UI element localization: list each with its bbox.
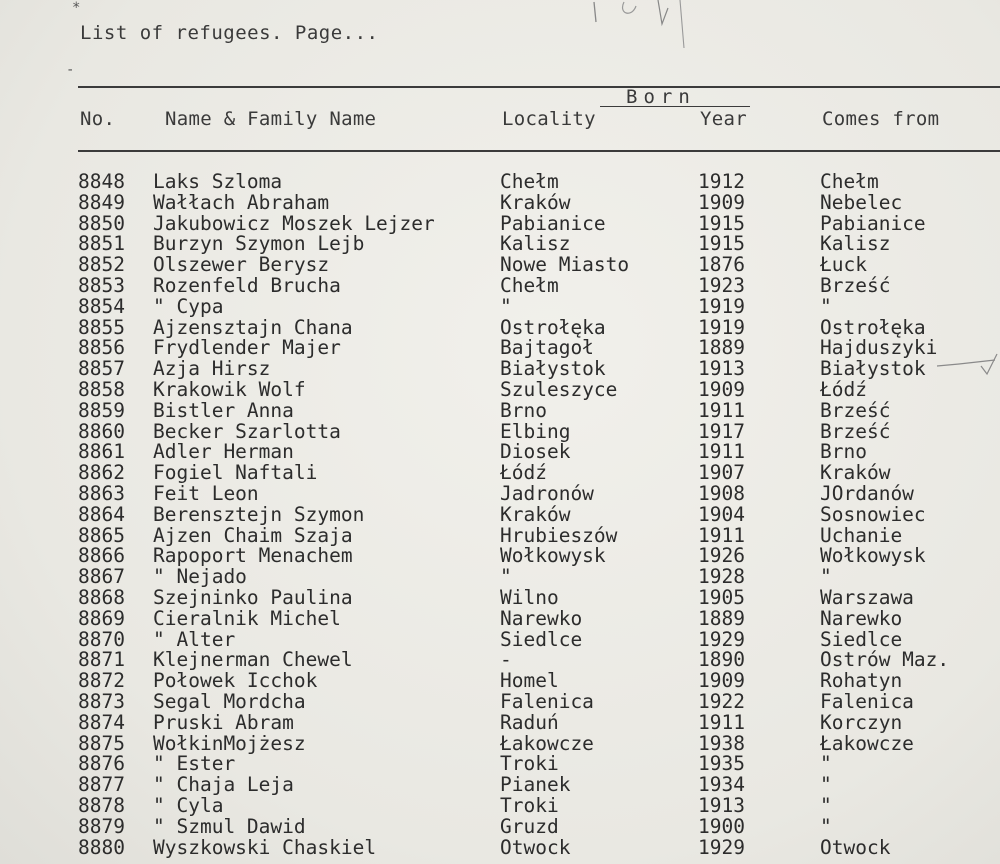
row-locality: Hrubieszów [500, 523, 618, 547]
row-name: Olszewer Berysz [153, 253, 330, 277]
row-number: 8865 [78, 523, 125, 547]
row-number: 8866 [78, 544, 125, 568]
column-header-no: No. [80, 108, 116, 130]
row-name: Laks Szloma [153, 170, 283, 193]
row-comes-from: " [820, 773, 832, 797]
row-number: 8874 [78, 710, 125, 734]
row-year: 1922 [698, 689, 745, 713]
row-locality: Łakowcze [500, 731, 594, 755]
table-row [0, 315, 1000, 339]
row-year: 1911 [698, 440, 745, 464]
row-number: 8852 [78, 253, 125, 277]
row-year: 1905 [698, 585, 745, 609]
table-row [0, 546, 1000, 567]
header-top-rule [78, 86, 1000, 88]
row-name: Fogiel Naftali [153, 461, 318, 485]
row-year: 1876 [698, 253, 745, 277]
row-year: 1911 [698, 398, 745, 422]
row-name: " Nejado [153, 565, 247, 589]
row-locality: Białystok [500, 357, 606, 381]
row-year: 1900 [698, 814, 745, 838]
table-row [0, 273, 1000, 297]
row-comes-from: JOrdanów [820, 481, 914, 505]
table-row [0, 211, 1000, 235]
table-row [0, 710, 1000, 734]
row-number: 8864 [78, 502, 125, 526]
row-year: 1909 [698, 377, 745, 401]
row-name: Połowek Icchok [153, 669, 318, 693]
row-comes-from: Kraków [820, 461, 891, 485]
row-name: " Ester [153, 752, 236, 776]
row-name: Azja Hirsz [153, 357, 271, 381]
stray-mark: * [72, 0, 81, 16]
table-row [0, 234, 1000, 255]
row-number: 8868 [78, 585, 125, 609]
row-year: 1929 [698, 835, 745, 859]
row-year: 1919 [698, 294, 745, 318]
table-row [0, 650, 1000, 671]
table-row [0, 255, 1000, 276]
row-locality: - [500, 648, 512, 672]
table-row [0, 463, 1000, 484]
row-number: 8861 [78, 440, 125, 464]
row-comes-from: Falenica [820, 689, 914, 713]
row-locality: Nowe Miasto [500, 253, 630, 277]
row-name: Ajzensztajn Chana [153, 315, 353, 339]
row-locality: Siedlce [500, 627, 583, 651]
row-number: 8848 [78, 170, 125, 193]
row-locality: Chełm [500, 273, 559, 297]
row-number: 8857 [78, 357, 125, 381]
row-year: 1938 [698, 731, 745, 755]
row-year: 1890 [698, 648, 745, 672]
row-number: 8878 [78, 793, 125, 817]
row-name: " Chaja Leja [153, 773, 294, 797]
row-name: Rapoport Menachem [153, 544, 353, 568]
row-name: Jakubowicz Moszek Lejzer [153, 211, 435, 235]
table-row [0, 502, 1000, 526]
row-number: 8875 [78, 731, 125, 755]
row-number: 8860 [78, 419, 125, 443]
row-comes-from: Narewko [820, 606, 903, 630]
row-number: 8858 [78, 377, 125, 401]
table-row [0, 793, 1000, 817]
row-comes-from: Uchanie [820, 523, 903, 547]
row-year: 1909 [698, 190, 745, 214]
row-locality: " [500, 565, 512, 589]
row-year: 1908 [698, 481, 745, 505]
row-comes-from: Warszawa [820, 585, 914, 609]
table-row [0, 754, 1000, 775]
row-comes-from: Chełm [820, 170, 879, 193]
row-number: 8862 [78, 461, 125, 485]
row-year: 1909 [698, 669, 745, 693]
header-bottom-rule [78, 150, 1000, 152]
row-name: Segal Mordcha [153, 689, 306, 713]
row-number: 8871 [78, 648, 125, 672]
pencil-scribble-icon [588, 0, 698, 50]
row-year: 1934 [698, 773, 745, 797]
row-comes-from: Wołkowysk [820, 544, 926, 568]
row-name: Cieralnik Michel [153, 606, 341, 630]
row-name: Ajzen Chaim Szaja [153, 523, 353, 547]
row-locality: Narewko [500, 606, 583, 630]
table-row [0, 671, 1000, 692]
table-row [0, 338, 1000, 359]
column-header-year: Year [700, 108, 747, 130]
row-locality: Gruzd [500, 814, 559, 838]
table-row [0, 359, 1000, 380]
row-year: 1915 [698, 211, 745, 235]
row-name: Feit Leon [153, 481, 259, 505]
table-row [0, 775, 1000, 796]
row-locality: Łódź [500, 461, 547, 485]
row-year: 1911 [698, 523, 745, 547]
table-row [0, 377, 1000, 401]
row-comes-from: Łakowcze [820, 731, 914, 755]
row-number: 8879 [78, 814, 125, 838]
row-locality: Chełm [500, 170, 559, 193]
document-title: List of refugees. Page... [80, 22, 379, 44]
row-number: 8863 [78, 481, 125, 505]
row-locality: Otwock [500, 835, 571, 859]
row-number: 8851 [78, 232, 125, 256]
row-locality: Jadronów [500, 481, 594, 505]
table-row [0, 627, 1000, 651]
row-comes-from: Otwock [820, 835, 891, 859]
row-locality: Wołkowysk [500, 544, 606, 568]
row-number: 8859 [78, 398, 125, 422]
row-year: 1913 [698, 793, 745, 817]
row-year: 1929 [698, 627, 745, 651]
row-name: Adler Herman [153, 440, 294, 464]
row-locality: Kalisz [500, 232, 571, 256]
row-comes-from: Białystok [820, 357, 926, 381]
row-comes-from: " [820, 814, 832, 838]
row-year: 1889 [698, 336, 745, 360]
table-row [0, 689, 1000, 713]
row-name: Wyszkowski Chaskiel [153, 835, 377, 859]
table-row [0, 190, 1000, 214]
row-name: Szejninko Paulina [153, 585, 353, 609]
row-name: Wałłach Abraham [153, 190, 330, 214]
stray-mark: - [66, 62, 75, 78]
row-number: 8880 [78, 835, 125, 859]
row-name: " Szmul Dawid [153, 814, 306, 838]
row-year: 1919 [698, 315, 745, 339]
row-name: Pruski Abram [153, 710, 294, 734]
table-row [0, 585, 1000, 609]
row-comes-from: " [820, 565, 832, 589]
row-number: 8849 [78, 190, 125, 214]
column-header-comes-from: Comes from [822, 108, 940, 130]
row-name: WołkinMojżesz [153, 731, 306, 755]
born-group-header: Born [626, 86, 696, 108]
row-year: 1928 [698, 565, 745, 589]
row-comes-from: " [820, 752, 832, 776]
row-locality: Szuleszyce [500, 377, 618, 401]
row-comes-from: Ostrów Maz. [820, 648, 950, 672]
row-year: 1912 [698, 170, 745, 193]
row-name: Bistler Anna [153, 398, 294, 422]
row-comes-from: Brno [820, 440, 867, 464]
refugee-list-table [0, 172, 1000, 858]
row-year: 1904 [698, 502, 745, 526]
column-header-locality: Locality [502, 108, 596, 130]
row-locality: Pabianice [500, 211, 606, 235]
table-row [0, 398, 1000, 422]
row-name: Becker Szarlotta [153, 419, 341, 443]
row-name: Burzyn Szymon Lejb [153, 232, 365, 256]
row-locality: Diosek [500, 440, 571, 464]
table-row [0, 523, 1000, 547]
row-comes-from: Ostrołęka [820, 315, 926, 339]
row-comes-from: Brześć [820, 419, 891, 443]
row-locality: Brno [500, 398, 547, 422]
row-locality: Falenica [500, 689, 594, 713]
row-number: 8870 [78, 627, 125, 651]
row-name: Klejnerman Chewel [153, 648, 353, 672]
table-row [0, 172, 1000, 193]
row-locality: " [500, 294, 512, 318]
row-locality: Kraków [500, 502, 571, 526]
row-comes-from: Hajduszyki [820, 336, 938, 360]
row-comes-from: Nebelec [820, 190, 903, 214]
row-year: 1913 [698, 357, 745, 381]
row-number: 8873 [78, 689, 125, 713]
row-number: 8872 [78, 669, 125, 693]
column-header-name: Name & Family Name [165, 108, 377, 130]
row-locality: Ostrołęka [500, 315, 606, 339]
row-name: Berensztejn Szymon [153, 502, 365, 526]
row-number: 8869 [78, 606, 125, 630]
row-year: 1907 [698, 461, 745, 485]
row-locality: Troki [500, 793, 559, 817]
row-name: " Cyla [153, 793, 224, 817]
row-comes-from: Korczyn [820, 710, 903, 734]
row-comes-from: Kalisz [820, 232, 891, 256]
row-comes-from: Łuck [820, 253, 867, 277]
row-name: Frydlender Majer [153, 336, 341, 360]
row-year: 1923 [698, 273, 745, 297]
row-number: 8856 [78, 336, 125, 360]
table-row [0, 481, 1000, 505]
row-name: " Cypa [153, 294, 224, 318]
pencil-check-mark-icon [935, 350, 1000, 380]
row-number: 8855 [78, 315, 125, 339]
row-comes-from: Łódź [820, 377, 867, 401]
row-comes-from: " [820, 793, 832, 817]
table-row [0, 731, 1000, 755]
row-comes-from: Pabianice [820, 211, 926, 235]
row-locality: Raduń [500, 710, 559, 734]
row-number: 8867 [78, 565, 125, 589]
row-number: 8854 [78, 294, 125, 318]
row-locality: Elbing [500, 419, 571, 443]
row-year: 1889 [698, 606, 745, 630]
row-year: 1917 [698, 419, 745, 443]
row-name: Rozenfeld Brucha [153, 273, 341, 297]
row-name: Krakowik Wolf [153, 377, 306, 401]
row-comes-from: Sosnowiec [820, 502, 926, 526]
row-comes-from: Brześć [820, 273, 891, 297]
row-comes-from: Rohatyn [820, 669, 903, 693]
row-locality: Wilno [500, 585, 559, 609]
row-year: 1911 [698, 710, 745, 734]
row-comes-from: " [820, 294, 832, 318]
born-group-underline [600, 106, 750, 107]
row-locality: Bajtagoł [500, 336, 594, 360]
table-row [0, 419, 1000, 443]
table-row [0, 835, 1000, 859]
row-comes-from: Siedlce [820, 627, 903, 651]
table-row [0, 294, 1000, 318]
row-number: 8853 [78, 273, 125, 297]
table-row [0, 567, 1000, 588]
row-name: " Alter [153, 627, 236, 651]
row-year: 1915 [698, 232, 745, 256]
table-row [0, 442, 1000, 463]
table-row [0, 606, 1000, 630]
row-number: 8850 [78, 211, 125, 235]
row-locality: Troki [500, 752, 559, 776]
row-year: 1926 [698, 544, 745, 568]
table-row [0, 814, 1000, 838]
row-locality: Homel [500, 669, 559, 693]
row-number: 8876 [78, 752, 125, 776]
row-number: 8877 [78, 773, 125, 797]
row-locality: Kraków [500, 190, 571, 214]
row-locality: Pianek [500, 773, 571, 797]
row-comes-from: Brześć [820, 398, 891, 422]
row-year: 1935 [698, 752, 745, 776]
